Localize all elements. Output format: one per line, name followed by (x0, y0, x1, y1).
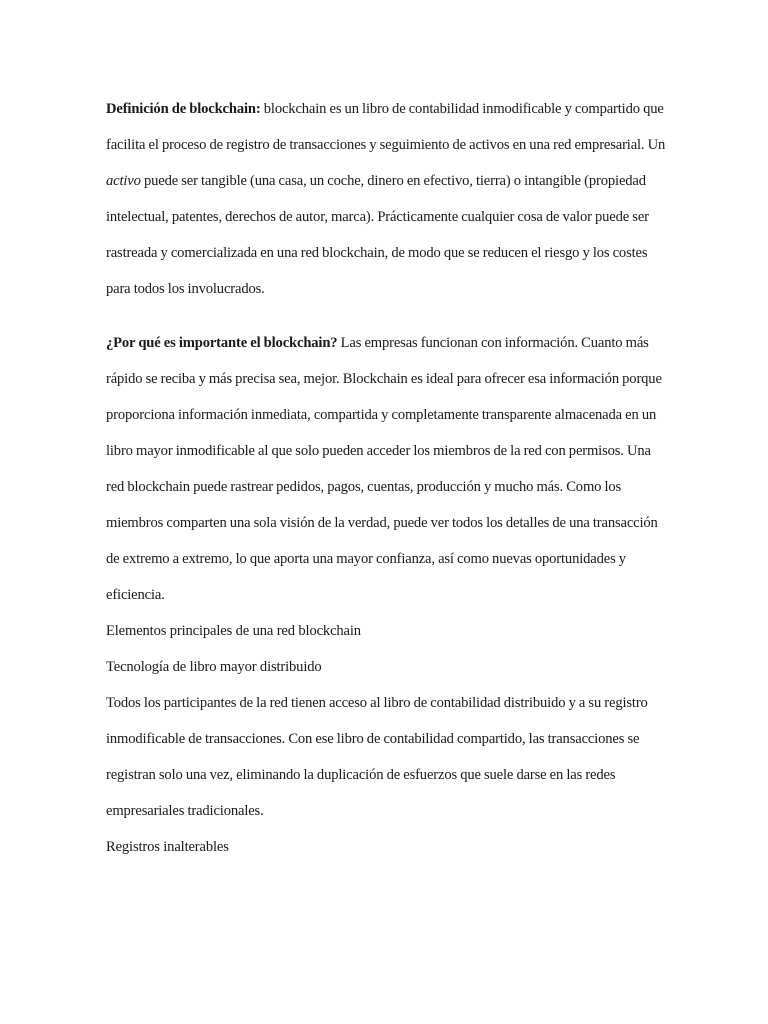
why-important-text: Las empresas funcionan con información. Cuanto más rápido se reciba y más precisa sea, mejor. Blockchain es ideal para ofrecer esa información porque proporciona información inmediata, compartida y completamente transparente almacenada en un libro mayor inmodificable al que solo pueden acceder los miembros de la red con permisos. Una red blockchain puede rastrear pedidos, pagos, cuentas, producción y mucho más. Como los miembros comparten una sola visión de la verdad, puede ver todos los detalles de una transacción de extremo a extremo, lo que aporta una mayor confianza, así como nuevas oportunidades y eficiencia. (106, 335, 662, 603)
heading-immutable-records: Registros inalterables (106, 839, 229, 855)
definition-lead: Definición de blockchain: (106, 101, 261, 117)
definition-italic-term: activo (106, 173, 141, 189)
heading-distributed-ledger: Tecnología de libro mayor distribuido (106, 659, 322, 675)
paragraph-distributed-ledger: Todos los participantes de la red tienen acceso al libro de contabilidad distribuido y a su registro inmodificable de transacciones. Con ese libro de contabilidad compartido, las transacciones se registran solo una vez, eliminando la duplicación de esfuerzos que suele darse en las redes empresariales tradicionales. (106, 695, 648, 819)
paragraph-blockchain-definition (106, 91, 668, 307)
definition-text-b: puede ser tangible (una casa, un coche, dinero en efectivo, tierra) o intangible (propiedad intelectual, patentes, derechos de autor, marca). Prácticamente cualquier cosa de valor puede ser rastreada y comercializada en una red blockchain, de modo que se reducen el riesgo y los costes para todos los involucrados. (106, 173, 649, 297)
definition-text-a: blockchain es un libro de contabilidad inmodificable y compartido que facilita el proceso de registro de transacciones y seguimiento de activos en una red empresarial. Un (106, 101, 666, 153)
why-important-lead: ¿Por qué es importante el blockchain? (106, 335, 338, 351)
heading-main-elements: Elementos principales de una red blockchain (106, 623, 361, 639)
paragraph-why-important (106, 325, 668, 613)
